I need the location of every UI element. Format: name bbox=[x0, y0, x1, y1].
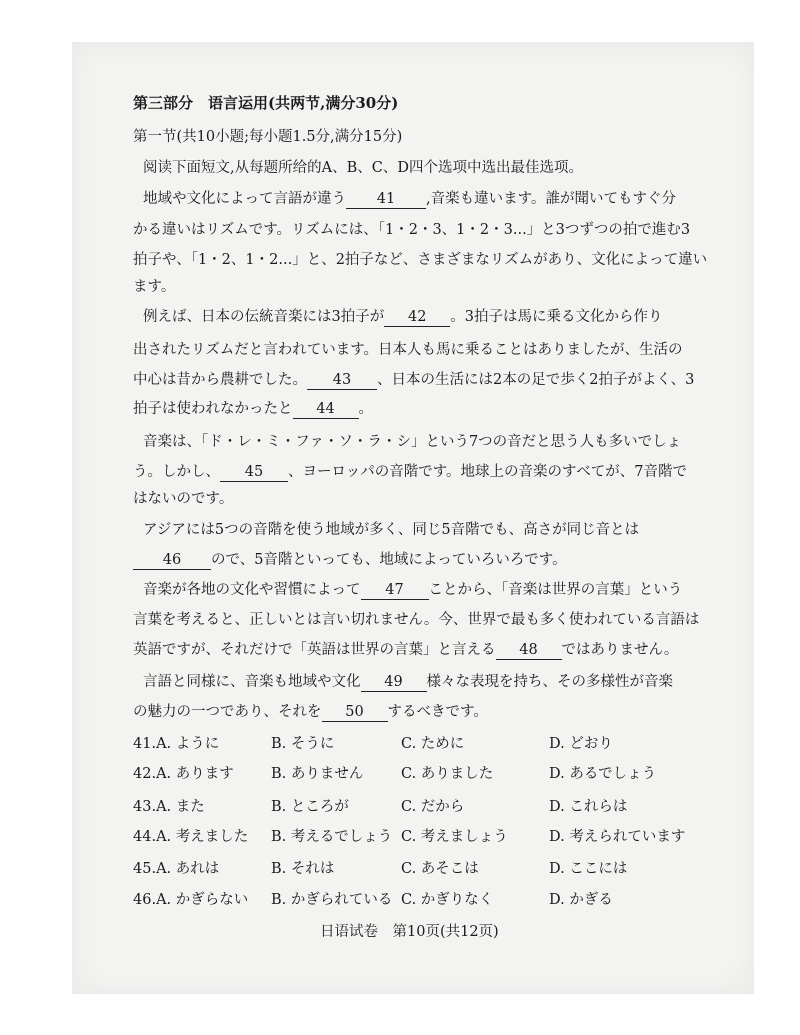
passage-line: 言葉を考えると、正しいとは言い切れません。今、世界で最も多く使われている言語は bbox=[133, 612, 700, 628]
page-footer: 日语试卷 第10页(共12页) bbox=[320, 924, 499, 940]
option-d[interactable]: D. 考えられています bbox=[549, 829, 686, 845]
passage-line: はないのです。 bbox=[133, 491, 234, 507]
option-c[interactable]: C. ありました bbox=[401, 766, 494, 782]
option-c[interactable]: C. だから bbox=[401, 799, 465, 815]
option-b[interactable]: B. ありません bbox=[271, 766, 364, 782]
passage-line: 音楽は、「ド・レ・ミ・ファ・ソ・ラ・シ」という7つの音だと思う人も多いでしょ bbox=[143, 434, 682, 450]
option-c[interactable]: C. ために bbox=[401, 736, 465, 752]
blank-49[interactable]: 49 bbox=[361, 675, 427, 692]
blank-41[interactable]: 41 bbox=[346, 192, 426, 209]
passage-line: 地域や文化によって言語が違う 41 ,音楽も違います。誰が聞いてもすぐ分 bbox=[143, 191, 676, 207]
blank-44[interactable]: 44 bbox=[293, 402, 359, 419]
option-d[interactable]: D. ここには bbox=[549, 861, 628, 877]
option-c[interactable]: C. 考えましょう bbox=[401, 829, 508, 845]
option-b[interactable]: B. ところが bbox=[271, 799, 349, 815]
instruction: 阅读下面短文,从每题所给的A、B、C、D四个选项中选出最佳选项。 bbox=[143, 160, 583, 176]
blank-42[interactable]: 42 bbox=[384, 310, 450, 327]
passage-line: 拍子は使われなかったと 44 。 bbox=[133, 401, 373, 417]
passage-line: の魅力の一つであり、それを 50 するべきです。 bbox=[133, 704, 488, 720]
option-a[interactable]: A. ように bbox=[156, 736, 220, 752]
option-d[interactable]: D. これらは bbox=[549, 799, 628, 815]
option-b[interactable]: B. 考えるでしょう bbox=[271, 829, 393, 845]
blank-47[interactable]: 47 bbox=[361, 583, 429, 600]
option-a[interactable]: A. また bbox=[156, 799, 205, 815]
passage-line: かる違いはリズムです。リズムには、「1・2・3、1・2・3...」と3つずつの拍で進む3 bbox=[133, 222, 691, 238]
option-a[interactable]: A. かぎらない bbox=[156, 892, 249, 908]
option-a[interactable]: A. あります bbox=[156, 766, 234, 782]
passage-line: 英語ですが、それだけで「英語は世界の言葉」と言える 48 ではありません。 bbox=[133, 642, 679, 658]
passage-line: う。しかし、 45 、ヨーロッパの音階です。地球上の音楽のすべてが、7音階で bbox=[133, 464, 687, 480]
passage-line: 例えば、日本の伝統音楽には3拍子が 42 。3拍子は馬に乗る文化から作り bbox=[143, 309, 663, 325]
option-c[interactable]: C. かぎりなく bbox=[401, 892, 494, 908]
section-title: 第三部分 语言运用(共两节,满分30分) bbox=[133, 94, 399, 112]
section-subtitle: 第一节(共10小题;每小题1.5分,满分15分) bbox=[133, 129, 403, 145]
blank-48[interactable]: 48 bbox=[496, 643, 562, 660]
passage-line: 拍子や、「1・2、1・2...」と、2拍子など、さまざまなリズムがあり、文化によって違い bbox=[133, 252, 708, 268]
passage-line: ます。 bbox=[133, 279, 176, 295]
option-b[interactable]: B. かぎられている bbox=[271, 892, 393, 908]
option-d[interactable]: D. どおり bbox=[549, 736, 613, 752]
passage-line: 中心は昔から農耕でした。 43 、日本の生活には2本の足で歩く2拍子がよく、3 bbox=[133, 372, 695, 388]
passage-line: 音楽が各地の文化や習慣によって 47 ことから、「音楽は世界の言葉」という bbox=[143, 582, 683, 598]
passage-line: 出されたリズムだと言われています。日本人も馬に乗ることはありましたが、生活の bbox=[133, 342, 683, 358]
option-b[interactable]: B. そうに bbox=[271, 736, 335, 752]
option-a[interactable]: A. あれは bbox=[156, 861, 220, 877]
blank-43[interactable]: 43 bbox=[307, 373, 377, 390]
option-d[interactable]: D. かぎる bbox=[549, 892, 613, 908]
blank-46[interactable]: 46 bbox=[133, 553, 211, 570]
option-a[interactable]: A. 考えました bbox=[156, 829, 249, 845]
passage-line: アジアには5つの音階を使う地域が多く、同じ5音階でも、高さが同じ音とは bbox=[143, 522, 640, 538]
passage-line: 46 ので、5音階といっても、地域によっていろいろです。 bbox=[133, 548, 567, 570]
passage-line: 言語と同様に、音楽も地域や文化 49 様々な表現を持ち、その多様性が音楽 bbox=[143, 674, 673, 690]
blank-50[interactable]: 50 bbox=[322, 705, 388, 722]
option-b[interactable]: B. それは bbox=[271, 861, 335, 877]
option-c[interactable]: C. あそこは bbox=[401, 861, 479, 877]
blank-45[interactable]: 45 bbox=[220, 465, 288, 482]
option-d[interactable]: D. あるでしょう bbox=[549, 766, 657, 782]
